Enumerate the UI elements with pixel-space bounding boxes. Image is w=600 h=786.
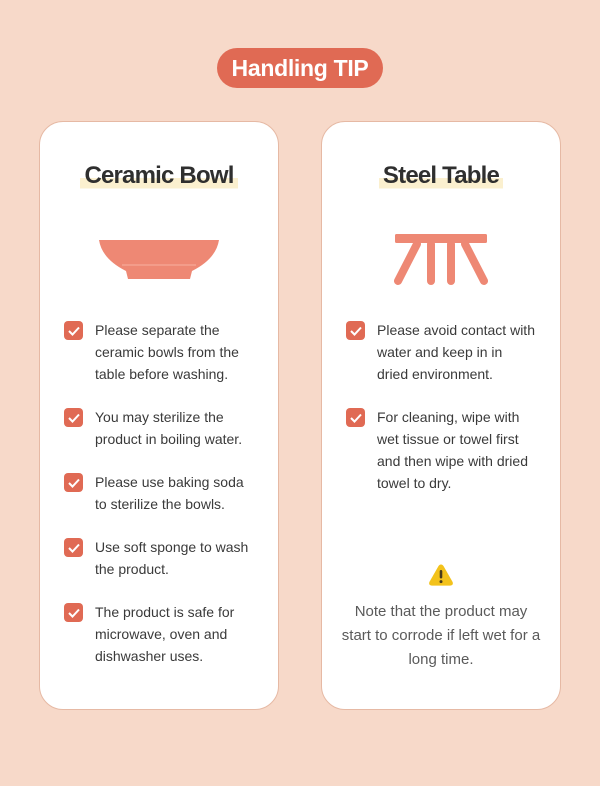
checkbox-icon (346, 408, 365, 427)
list-item (346, 406, 550, 494)
bowl-icon (40, 237, 278, 286)
card-title-ceramic-bowl: Ceramic Bowl (80, 162, 237, 190)
item-text: Please use baking soda to sterilize the bowls. (95, 474, 244, 512)
warning-icon (428, 563, 454, 592)
item-text: The product is safe for microwave, oven and dishwasher uses. (95, 604, 235, 664)
table-icon (322, 232, 560, 293)
list-item (64, 471, 268, 515)
steel-table-card (321, 121, 561, 710)
checkbox-icon (64, 538, 83, 557)
item-text: Use soft sponge to wash the product. (95, 539, 249, 577)
item-text: Please avoid contact with water and keep in in dried environment. (377, 322, 535, 382)
checkbox-icon (64, 473, 83, 492)
page-title: Handling TIP (231, 54, 369, 81)
list-item (346, 319, 550, 385)
checkbox-icon (64, 408, 83, 427)
checkbox-icon (64, 321, 83, 340)
list-item (64, 319, 268, 385)
list-item (64, 601, 268, 667)
checkbox-icon (64, 603, 83, 622)
warning-note (322, 563, 560, 672)
list-item (64, 406, 268, 450)
ceramic-bowl-card (39, 121, 279, 710)
list-item (64, 536, 268, 580)
card-title-steel-table: Steel Table (379, 162, 503, 190)
handling-tip-badge (217, 48, 383, 88)
item-text: You may sterilize the product in boiling water. (95, 409, 243, 447)
warning-note-text: Note that the product may start to corrode if left wet for a long time. (341, 603, 541, 668)
item-text: Please separate the ceramic bowls from the table before washing. (95, 322, 239, 382)
checkbox-icon (346, 321, 365, 340)
item-text: For cleaning, wipe with wet tissue or towel first and then wipe with dried towel to dry. (377, 409, 528, 491)
